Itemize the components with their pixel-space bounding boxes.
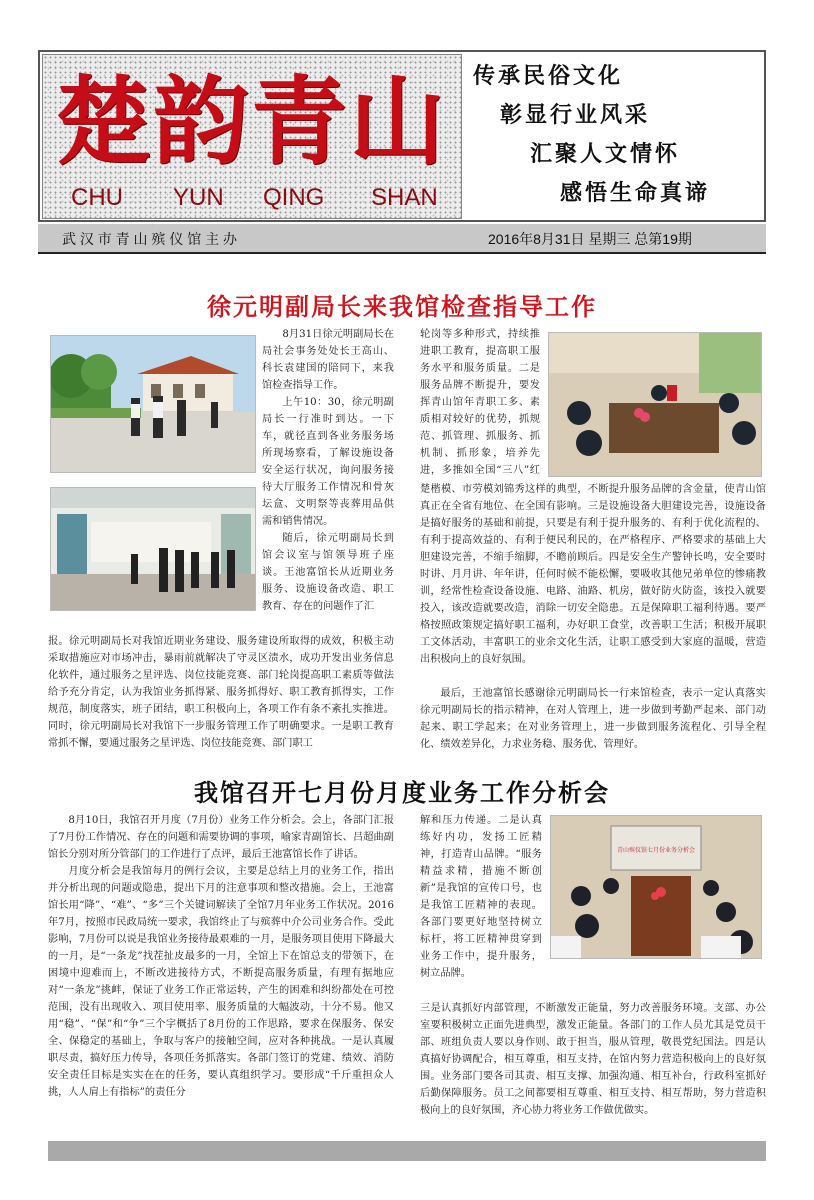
meeting-room-photo (548, 332, 762, 477)
inspection-outdoor-photo (50, 335, 256, 473)
slogan-2: 彰显行业风采 (500, 103, 651, 128)
analysis-meeting-photo (550, 815, 762, 959)
article2-right-bottom: 三是认真抓好内部管理，不断激发正能量，努力改善服务环境。支部、办公室要积极树立正面先进典型，激发正能量。各部门的工作人员尤其是党员干部、班组负责人要以身作则、敢于担当，服从管理，敬畏党纪国法。四是认真搞好协调配合，相互尊重，相互支持，在馆内努力营造积极向上的良好氛围。业务部门要各司其责、相互支撑、加强沟通、相互补台，行政科室抓好后勤保障服务。员工之间都要相互尊重、相互支持、相互帮助，努力营造积极向上的良好氛围，齐心协力将业务工作做优做实。 (420, 1003, 766, 1116)
article1-paragraph: 8月31日徐元明副局长在局社会事务处处长王高山、科长袁建国的陪同下，来我馆检查指导工作。 (262, 329, 394, 391)
article1-wide-text-2: 楚楷模、市劳模刘锦秀这样的典型，不断提升服务品牌的含金量，使青山馆真正在全省有地位、在全国有影响。三是设施设备大胆建设完善，设施设备是搞好服务的基础和前提，只要是有利于提升服务的、有利于优化流程的、有利于提高效益的、有利于便民利民的，在严格程序、严格要求的基础上大胆建设完善，不缩手缩脚，不瞻前顾后。四是安全生产警钟长鸣，安全要时时讲、月月讲、年年讲，任何时候不能松懈，要吸收其他兄弟单位的惨痛教训，经常性检查设备设施、电路、油路、机房，做好防火防盗，该投入就要投入，该改造就要改造，消除一切安全隐患。五是保障职工福利待遇。要严格按照政策规定搞好职工福利，办好职工食堂，改善职工生活；积极开展职工文体活动，丰富职工的业余文化生活，让职工感受到大家庭的温暖，营造出积极向上的良好氛围。 (420, 484, 766, 665)
newspaper-title: 楚韵青山 (55, 65, 447, 178)
slogan-4: 感悟生命真谛 (560, 181, 711, 206)
article2-headline: 我馆召开七月份月度业务工作分析会 (194, 779, 610, 807)
article1-closing: 最后，王池富馆长感谢徐元明副局长一行来馆检查，表示一定认真落实徐元明副局长的指示精神，在对人管理上，进一步做到考勤严起来、部门动起来、职工学起来；在对业务管理上，进一步做到服务流程化、引导全程化、绩效差异化，力求业务稳、服务优、管理好。 (420, 688, 766, 750)
article2-right-top: 解和压力传递。二是认真练好内功，发扬工匠精神，打造青山品牌。“服务精益求精，措施不断创新”是我馆的宣传口号，也是我馆工匠精神的表现。各部门要更好地坚持树立标杆，将工匠精神贯穿到业务工作中，提升服务，树立品牌。 (420, 815, 542, 979)
issue-date: 2016年8月31日 星期三 总第19期 (488, 231, 692, 247)
article2-left-column (48, 812, 394, 1118)
article2-paragraph: 月度分析会是我馆每月的例行会议，主要是总结上月的业务工作，指出并分析出现的问题或隐患，提出下月的注意事项和整改措施。会上，王池富馆长用“降”、“难”、“多”三个关键词解读了全馆7月年业务工作状况。2016年7月，按照市民政局统一要求，我馆终止了与殡葬中介公司业务合作。受此影响，7月份可以说是我馆业务接待最艰难的一月，是服务项目使用下降最大的一月，是“一条龙”找茬扯皮最多的一月，全馆上下在馆总支的带领下，在困境中迎难而上，不断改进接待方式，不断提高服务质量，有理有据地应对“一条龙”挑衅，保证了业务工作正常运转，产生的困难和纠纷都处在可控范围，没有出现收入、项目使用率、服务质量的大幅波动，十分不易。他又用“稳”、“保”和“争”三个字概括了8月份的工作思路，要求在保服务、保安全、保稳定的基础上，争取与客户的接触空间，应对各种挑战。一是认真履职尽责，搞好压力传导，各项任务抓落实。各部门签订的党建、绩效、消防安全责任目标是实实在在的任务，要认真组织学习。要形成“千斤重担众人挑，人人肩上有指标”的责任分 (48, 866, 394, 1098)
article1-column-3: 轮岗等多种形式，持续推进职工教育，提高职工服务水平和服务质量。二是服务品牌不断提升，要发挥青山馆年青职工多、素质相对较好的优势，抓规范、抓管理、抓服务、抓机制、抓形象，培养先进，多推如全国“三八”红 (420, 329, 540, 476)
article1-paragraph: 上午10：30，徐元明副局长一行准时到达。一下车，就径直到各业务服务场所现场察看，了解设施设备安全运行状况，询问服务接待大厅服务工作情况和骨灰坛盒、文明祭等丧葬用品供需和销售情况。 (262, 397, 394, 527)
publisher-text: 武 汉 市 青 山 殡 仪 馆 主 办 (62, 231, 238, 247)
slogan-3: 汇聚人文情怀 (530, 142, 681, 167)
pinyin-qing: QING (263, 184, 325, 211)
inspection-hall-photo (50, 487, 256, 611)
pinyin-yun: YUN (173, 184, 224, 211)
article1-headline: 徐元明副局长来我馆检查指导工作 (207, 293, 597, 321)
masthead (38, 50, 766, 222)
projector-screen-text: 青山殡仪馆七月份业务分析会 (616, 847, 696, 854)
article1-column-1 (262, 326, 394, 633)
logo-box (42, 54, 462, 219)
article1-wide-text: 报。徐元明副局长对我馆近期业务建设、服务建设所取得的成效，积极主动采取措施应对市场冲击，暴雨前就解决了守灵区渍水，成功开发出业务信息化软件，通过服务之星评选、岗位技能竞赛、部门轮岗提高职工素质等做法给予充分肯定，认为我馆业务抓得紧、服务抓得好、职工教育抓得实，工作规范，制度落实，班子团结，职工积极向上，各项工作有条不紊扎实推进。同时，徐元明副局长对我馆下一步服务管理工作了明确要求。一是职工教育常抓不懈，要通过服务之星评选、岗位技能竞赛、部门职工 (48, 636, 394, 749)
pinyin-chu: CHU (71, 184, 123, 211)
pinyin-shan: SHAN (371, 184, 438, 211)
article1-paragraph: 随后，徐元明副局长到馆会议室与馆领导班子座谈。王池富馆长从近期业务服务、设施设备改造、职工教育、存在的问题作了汇 (262, 533, 394, 612)
footer-bar (48, 1141, 766, 1161)
article2-paragraph: 8月10日，我馆召开月度（7月份）业务工作分析会。会上，各部门汇报了7月份工作情况、存在的问题和需要协调的事项，喻家青副馆长、吕超曲副馆长分别对所分管部门的工作进行了点评，最后王池富馆长作了讲话。 (48, 815, 394, 860)
slogan-1: 传承民俗文化 (473, 64, 624, 89)
issue-info-bar (38, 224, 766, 254)
